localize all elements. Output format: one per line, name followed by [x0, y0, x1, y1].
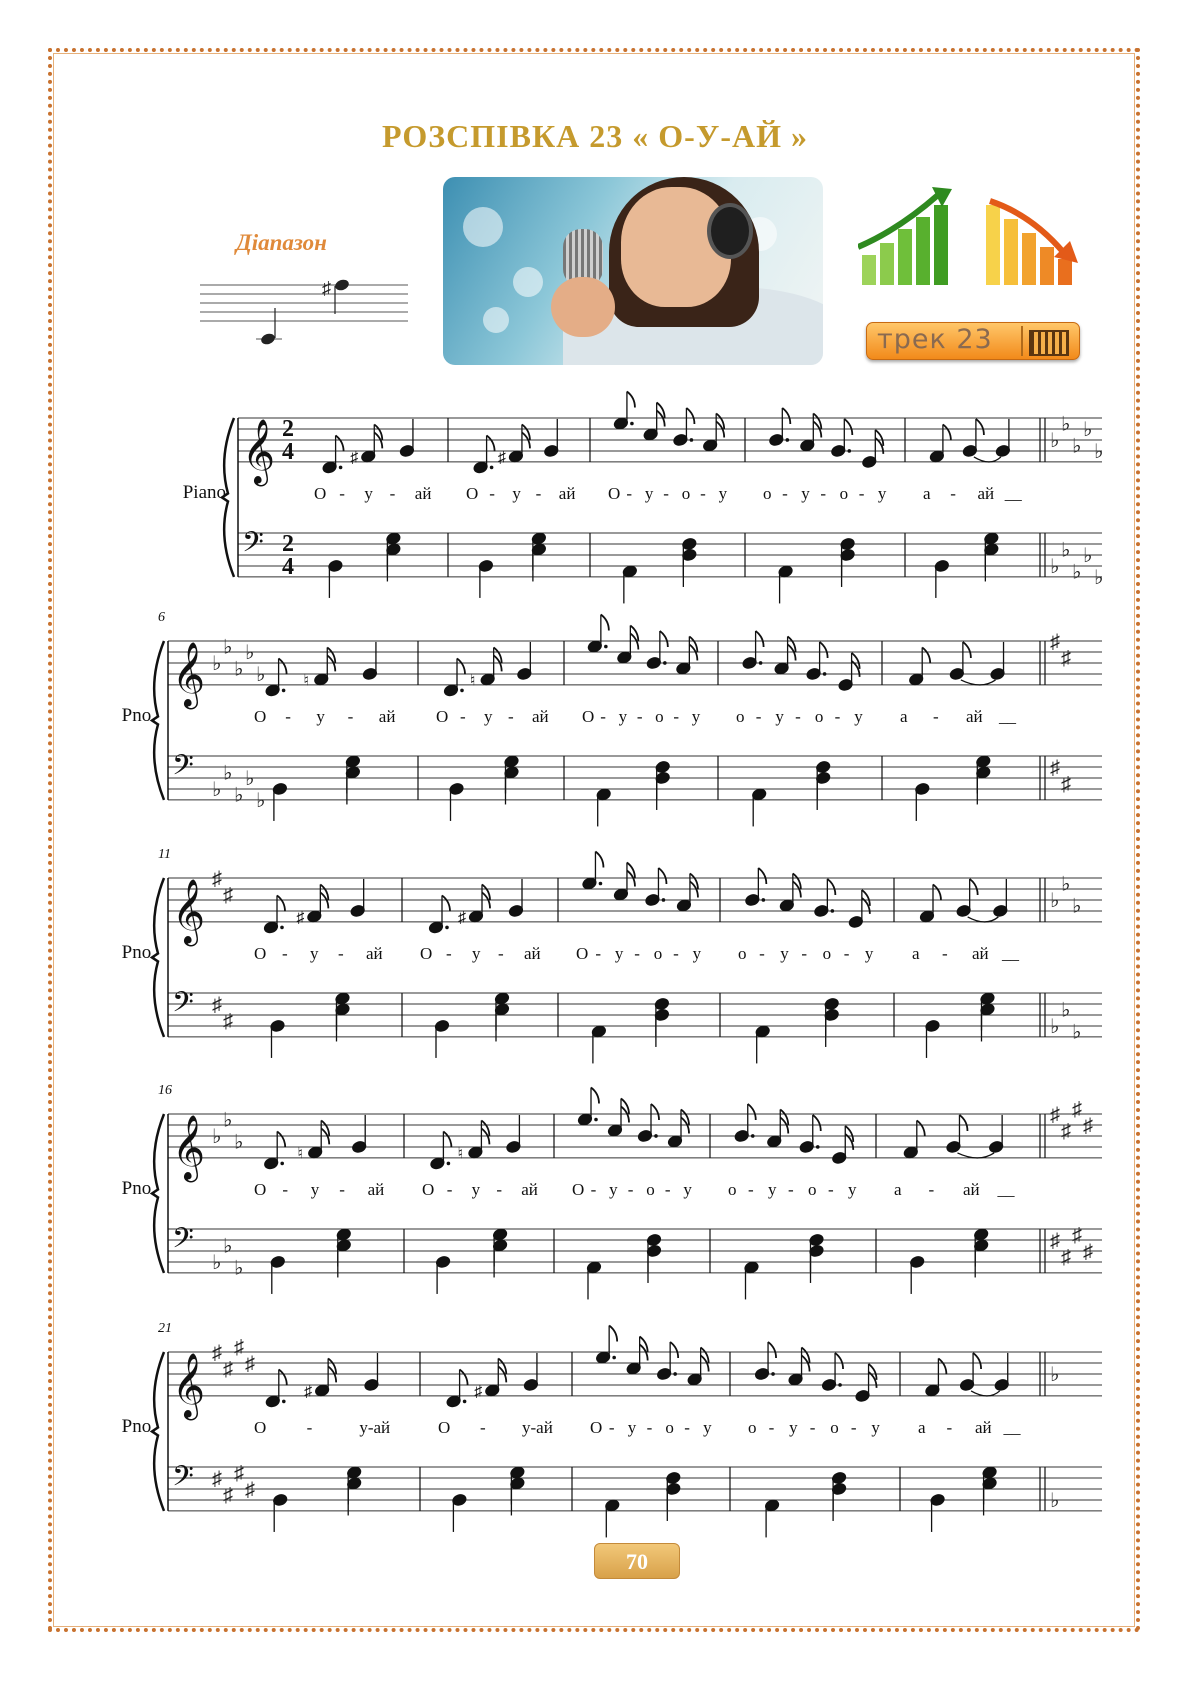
lyric-syllable: у [644, 483, 654, 503]
brace [152, 1352, 164, 1511]
lyric-syllable: - [389, 483, 396, 503]
lyric-syllable: о [814, 706, 824, 726]
key-accidental: ♭ [245, 767, 255, 790]
lyric-syllable: а [923, 483, 931, 503]
next-key-accidental: ♭ [1072, 561, 1082, 584]
svg-text:♯: ♯ [322, 278, 331, 298]
lyric-syllable: о [763, 483, 772, 503]
brace [152, 878, 164, 1037]
lyric-syllable: __ [1003, 1417, 1021, 1437]
lyric-syllable: - [801, 943, 808, 963]
lyric-syllable: - [663, 483, 669, 503]
lyric-syllable: - [950, 483, 956, 503]
lyric-syllable: у [471, 1179, 481, 1199]
key-accidental: ♭ [223, 762, 233, 785]
lyric-syllable: у [703, 1417, 712, 1437]
lyric-syllable: о [808, 1179, 817, 1199]
lyric-syllable: а [912, 943, 920, 963]
treble-clef-icon: 𝄞 [172, 1354, 206, 1417]
instrument-label: Pno. [121, 1415, 156, 1437]
lyric-syllable: у-ай [359, 1417, 391, 1437]
next-key-accidental: ♯ [1072, 1224, 1082, 1247]
lyric-syllable: у [780, 943, 789, 963]
lyric-syllable: ай [524, 943, 541, 963]
lyric-syllable: - [809, 1417, 816, 1437]
next-key-accidental: ♭ [1050, 1015, 1060, 1038]
lyric-syllable: - [820, 483, 827, 503]
track-button-label: трек 23 [877, 324, 993, 355]
next-key-accidental: ♯ [1050, 631, 1060, 653]
lyric-syllable: О [466, 483, 479, 503]
lyric-syllable: у-ай [522, 1417, 553, 1437]
lyric-syllable: - [828, 1179, 834, 1199]
next-key-accidental: ♯ [1061, 647, 1071, 670]
key-accidental: ♭ [212, 1251, 222, 1274]
lyric-syllable: __ [997, 1179, 1015, 1199]
lyric-syllable: О [254, 943, 267, 963]
lyric-syllable: у [801, 483, 810, 503]
lyric-syllable: у [618, 706, 628, 726]
lyric-syllable: о [839, 483, 849, 503]
bass-clef-icon: 𝄢 [172, 1462, 194, 1499]
next-key-accidental: ♭ [1050, 429, 1060, 452]
next-key-accidental: ♭ [1050, 1489, 1060, 1512]
lyric-syllable: О [590, 1417, 603, 1437]
lyric-syllable: а [900, 706, 908, 726]
lyric-syllable: - [600, 706, 606, 726]
lyric-syllable: О [422, 1179, 435, 1199]
lyric-syllable: ай [963, 1179, 980, 1199]
key-accidental: ♯ [212, 993, 222, 1016]
svg-text:♮: ♮ [457, 1145, 464, 1163]
svg-text:♮: ♮ [469, 672, 476, 690]
lyric-syllable: - [347, 706, 354, 726]
next-key-accidental: ♭ [1061, 999, 1071, 1022]
svg-text:♮: ♮ [303, 672, 309, 690]
lyric-syllable: О [420, 943, 433, 963]
lyric-syllable: ай [558, 483, 576, 503]
key-accidental: ♭ [223, 636, 233, 659]
lyric-syllable: О [254, 1179, 267, 1199]
lyric-syllable: - [858, 483, 865, 503]
key-accidental: ♭ [234, 1257, 244, 1280]
lyric-syllable: у [310, 1179, 320, 1199]
lyric-syllable: о [736, 706, 745, 726]
lyric-syllable: о [653, 943, 663, 963]
lyric-syllable: у [691, 706, 701, 726]
next-key-accidental: ♭ [1094, 566, 1104, 589]
key-accidental: ♯ [223, 884, 233, 907]
lyric-syllable: - [759, 943, 765, 963]
system-3 [122, 847, 1102, 1063]
lyric-syllable: - [590, 1179, 597, 1199]
system-2 [122, 610, 1102, 826]
lyric-syllable: у [512, 483, 521, 503]
lyric-syllable: у [316, 706, 325, 726]
next-key-accidental: ♭ [1050, 555, 1060, 578]
lyric-syllable: - [446, 1179, 453, 1199]
next-key-accidental: ♭ [1072, 895, 1082, 918]
treble-clef-icon: 𝄞 [242, 420, 276, 483]
lyric-syllable: - [626, 483, 633, 503]
bass-clef-icon: 𝄢 [242, 528, 264, 565]
lyric-syllable: у [854, 706, 863, 726]
lyric-syllable: - [795, 706, 801, 726]
range-label: Діапазон [236, 230, 327, 255]
next-key-accidental: ♯ [1061, 1246, 1071, 1269]
lyric-syllable: - [498, 943, 504, 963]
lyric-syllable: - [928, 1179, 935, 1199]
lyric-syllable: - [608, 1417, 615, 1437]
lyric-syllable: ай [532, 706, 549, 726]
lyric-syllable: - [834, 706, 841, 726]
lyric-syllable: у [871, 1417, 880, 1437]
treble-clef-icon: 𝄞 [172, 880, 206, 943]
key-accidental: ♯ [212, 868, 222, 890]
lyric-syllable: - [788, 1179, 794, 1199]
svg-text:♯: ♯ [296, 909, 305, 927]
instrument-label: Pno. [121, 704, 156, 726]
brace [152, 1114, 164, 1273]
next-key-accidental: ♯ [1061, 773, 1071, 796]
key-accidental: ♭ [234, 658, 244, 681]
next-key-accidental: ♭ [1083, 418, 1093, 441]
lyric-syllable: О [254, 1417, 267, 1437]
lyric-syllable: о [665, 1417, 674, 1437]
lyric-syllable: - [339, 1179, 345, 1199]
lyric-syllable: - [664, 1179, 671, 1199]
next-key-accidental: ♯ [1050, 1229, 1060, 1252]
lyric-syllable: о [738, 943, 747, 963]
next-key-accidental: ♭ [1083, 544, 1093, 567]
next-key-accidental: ♯ [1072, 1098, 1082, 1121]
lyric-syllable: - [460, 706, 466, 726]
lyric-syllable: у [864, 943, 874, 963]
lyric-syllable: - [627, 1179, 634, 1199]
key-accidental: ♯ [212, 1467, 222, 1490]
next-key-accidental: ♯ [1050, 1104, 1060, 1126]
key-accidental: ♯ [234, 1336, 244, 1359]
lyric-syllable: о [655, 706, 664, 726]
lyric-syllable: О [572, 1179, 585, 1199]
lyric-syllable: у [718, 483, 728, 503]
key-accidental: ♭ [256, 663, 266, 686]
svg-text:♮: ♮ [297, 1145, 303, 1163]
lyric-syllable: - [535, 483, 542, 503]
lyric-syllable: - [946, 1417, 953, 1437]
lyric-syllable: __ [999, 706, 1016, 726]
lyric-syllable: ай [367, 1179, 385, 1199]
lyric-syllable: о [748, 1417, 757, 1437]
key-accidental: ♭ [212, 778, 222, 801]
key-accidental: ♯ [223, 1484, 233, 1507]
lyric-syllable: - [782, 483, 788, 503]
lyric-syllable: - [942, 943, 948, 963]
svg-text:♯: ♯ [458, 909, 466, 927]
lyric-syllable: ай [977, 483, 995, 503]
lyric-syllable: у [775, 706, 784, 726]
next-key-accidental: ♭ [1094, 440, 1104, 463]
lyric-syllable: - [306, 1417, 313, 1437]
svg-text:♯: ♯ [304, 1383, 313, 1401]
next-key-accidental: ♭ [1050, 1363, 1060, 1386]
treble-clef-icon: 𝄞 [172, 1116, 206, 1179]
lyric-syllable: у [789, 1417, 798, 1437]
lyric-syllable: - [480, 1417, 486, 1437]
lyric-syllable: у [683, 1179, 692, 1199]
bass-clef-icon: 𝄢 [172, 751, 194, 788]
measure-number: 6 [158, 610, 165, 625]
lyric-syllable: о [681, 483, 691, 503]
measure-number: 21 [158, 1321, 172, 1336]
next-key-accidental: ♭ [1061, 539, 1071, 562]
next-key-accidental: ♭ [1050, 889, 1060, 912]
bass-clef-icon: 𝄢 [172, 1224, 194, 1261]
lyric-syllable: - [634, 943, 640, 963]
lyric-syllable: - [446, 943, 452, 963]
svg-text:♯: ♯ [497, 449, 506, 467]
lyric-syllable: - [636, 706, 643, 726]
key-accidental: ♭ [256, 789, 266, 812]
next-key-accidental: ♯ [1083, 1240, 1093, 1263]
lyric-syllable: у [310, 943, 319, 963]
lyric-syllable: __ [1004, 483, 1022, 503]
lyric-syllable: - [673, 706, 680, 726]
brace [222, 418, 234, 577]
instrument-label: Piano [182, 481, 226, 503]
lyric-syllable: а [918, 1417, 926, 1437]
lyric-syllable: у [877, 483, 887, 503]
lyric-syllable: ай [972, 943, 989, 963]
lyric-syllable: у [692, 943, 702, 963]
system-1 [183, 391, 1104, 603]
lyric-syllable: - [843, 943, 850, 963]
key-accidental: ♯ [212, 1342, 222, 1364]
key-accidental: ♯ [223, 1010, 233, 1033]
lyric-syllable: О [582, 706, 595, 726]
lyric-syllable: __ [1002, 943, 1019, 963]
next-key-accidental: ♭ [1072, 1021, 1082, 1044]
lyric-syllable: О [314, 483, 327, 503]
next-key-accidental: ♯ [1061, 1120, 1071, 1143]
lyric-syllable: у [614, 943, 624, 963]
measure-number: 16 [158, 1083, 172, 1098]
lyric-syllable: ай [366, 943, 383, 963]
next-key-accidental: ♯ [1050, 756, 1060, 779]
lyric-syllable: - [282, 1179, 289, 1199]
lyric-syllable: ай [966, 706, 983, 726]
lyric-syllable: - [595, 943, 602, 963]
key-accidental: ♭ [234, 784, 244, 807]
time-sig-top: 2 [282, 416, 294, 442]
lyric-syllable: - [673, 943, 679, 963]
lyric-syllable: о [822, 943, 832, 963]
lyric-syllable: О [438, 1417, 451, 1437]
lyric-syllable: О [608, 483, 621, 503]
system-4 [122, 1083, 1102, 1299]
lyric-syllable: ай [521, 1179, 538, 1199]
key-accidental: ♯ [245, 1352, 255, 1375]
next-key-accidental: ♭ [1072, 435, 1082, 458]
lyric-syllable: - [748, 1179, 754, 1199]
lyric-syllable: у [364, 483, 373, 503]
lyric-syllable: - [285, 706, 291, 726]
time-sig-bottom: 4 [282, 439, 294, 465]
key-accidental: ♭ [234, 1131, 244, 1154]
svg-text:♯: ♯ [350, 449, 359, 467]
instrument-label: Pno. [121, 1177, 156, 1199]
instrument-label: Pno. [121, 941, 156, 963]
lyric-syllable: у [484, 706, 493, 726]
next-key-accidental: ♭ [1061, 413, 1071, 436]
lyric-syllable: - [496, 1179, 503, 1199]
lyric-syllable: у [627, 1417, 637, 1437]
time-sig-top: 2 [282, 531, 294, 557]
lyric-syllable: О [254, 706, 267, 726]
lyric-syllable: - [489, 483, 495, 503]
key-accidental: ♭ [223, 1235, 233, 1258]
page-title: РОЗСПІВКА 23 « О-У-АЙ » [382, 118, 808, 154]
brace [152, 641, 164, 800]
lyric-syllable: ай [975, 1417, 992, 1437]
time-sig-bottom: 4 [282, 554, 294, 580]
lyric-syllable: у [768, 1179, 777, 1199]
lyric-syllable: - [755, 706, 762, 726]
system-5 [122, 1321, 1102, 1537]
lyric-syllable: - [508, 706, 514, 726]
lyric-syllable: у [848, 1179, 857, 1199]
key-accidental: ♭ [212, 1125, 222, 1148]
lyric-syllable: О [436, 706, 449, 726]
lyric-syllable: о [646, 1179, 655, 1199]
measure-number: 11 [158, 847, 171, 862]
lyric-syllable: - [282, 943, 288, 963]
key-accidental: ♯ [245, 1478, 255, 1501]
next-key-accidental: ♭ [1061, 873, 1071, 896]
lyric-syllable: ай [414, 483, 432, 503]
lyric-syllable: - [338, 943, 344, 963]
lyric-syllable: - [850, 1417, 857, 1437]
page-number: 70 [594, 1543, 680, 1579]
lyric-syllable: у [609, 1179, 618, 1199]
key-accidental: ♭ [212, 652, 222, 675]
lyric-syllable: о [830, 1417, 839, 1437]
lyric-syllable: - [933, 706, 939, 726]
lyric-syllable: ай [378, 706, 396, 726]
lyric-syllable: а [894, 1179, 902, 1199]
svg-text:♯: ♯ [474, 1383, 483, 1401]
lyric-syllable: у [472, 943, 481, 963]
next-key-accidental: ♯ [1083, 1114, 1093, 1137]
lyric-syllable: О [576, 943, 589, 963]
key-accidental: ♯ [234, 1462, 244, 1485]
lyric-syllable: о [728, 1179, 737, 1199]
lyric-syllable: - [684, 1417, 690, 1437]
lyric-syllable: - [339, 483, 345, 503]
lyric-syllable: - [768, 1417, 775, 1437]
lyric-syllable: - [700, 483, 706, 503]
key-accidental: ♭ [245, 641, 255, 664]
key-accidental: ♭ [223, 1109, 233, 1132]
key-accidental: ♯ [223, 1358, 233, 1381]
bass-clef-icon: 𝄢 [172, 988, 194, 1025]
treble-clef-icon: 𝄞 [172, 643, 206, 706]
lyric-syllable: - [646, 1417, 653, 1437]
